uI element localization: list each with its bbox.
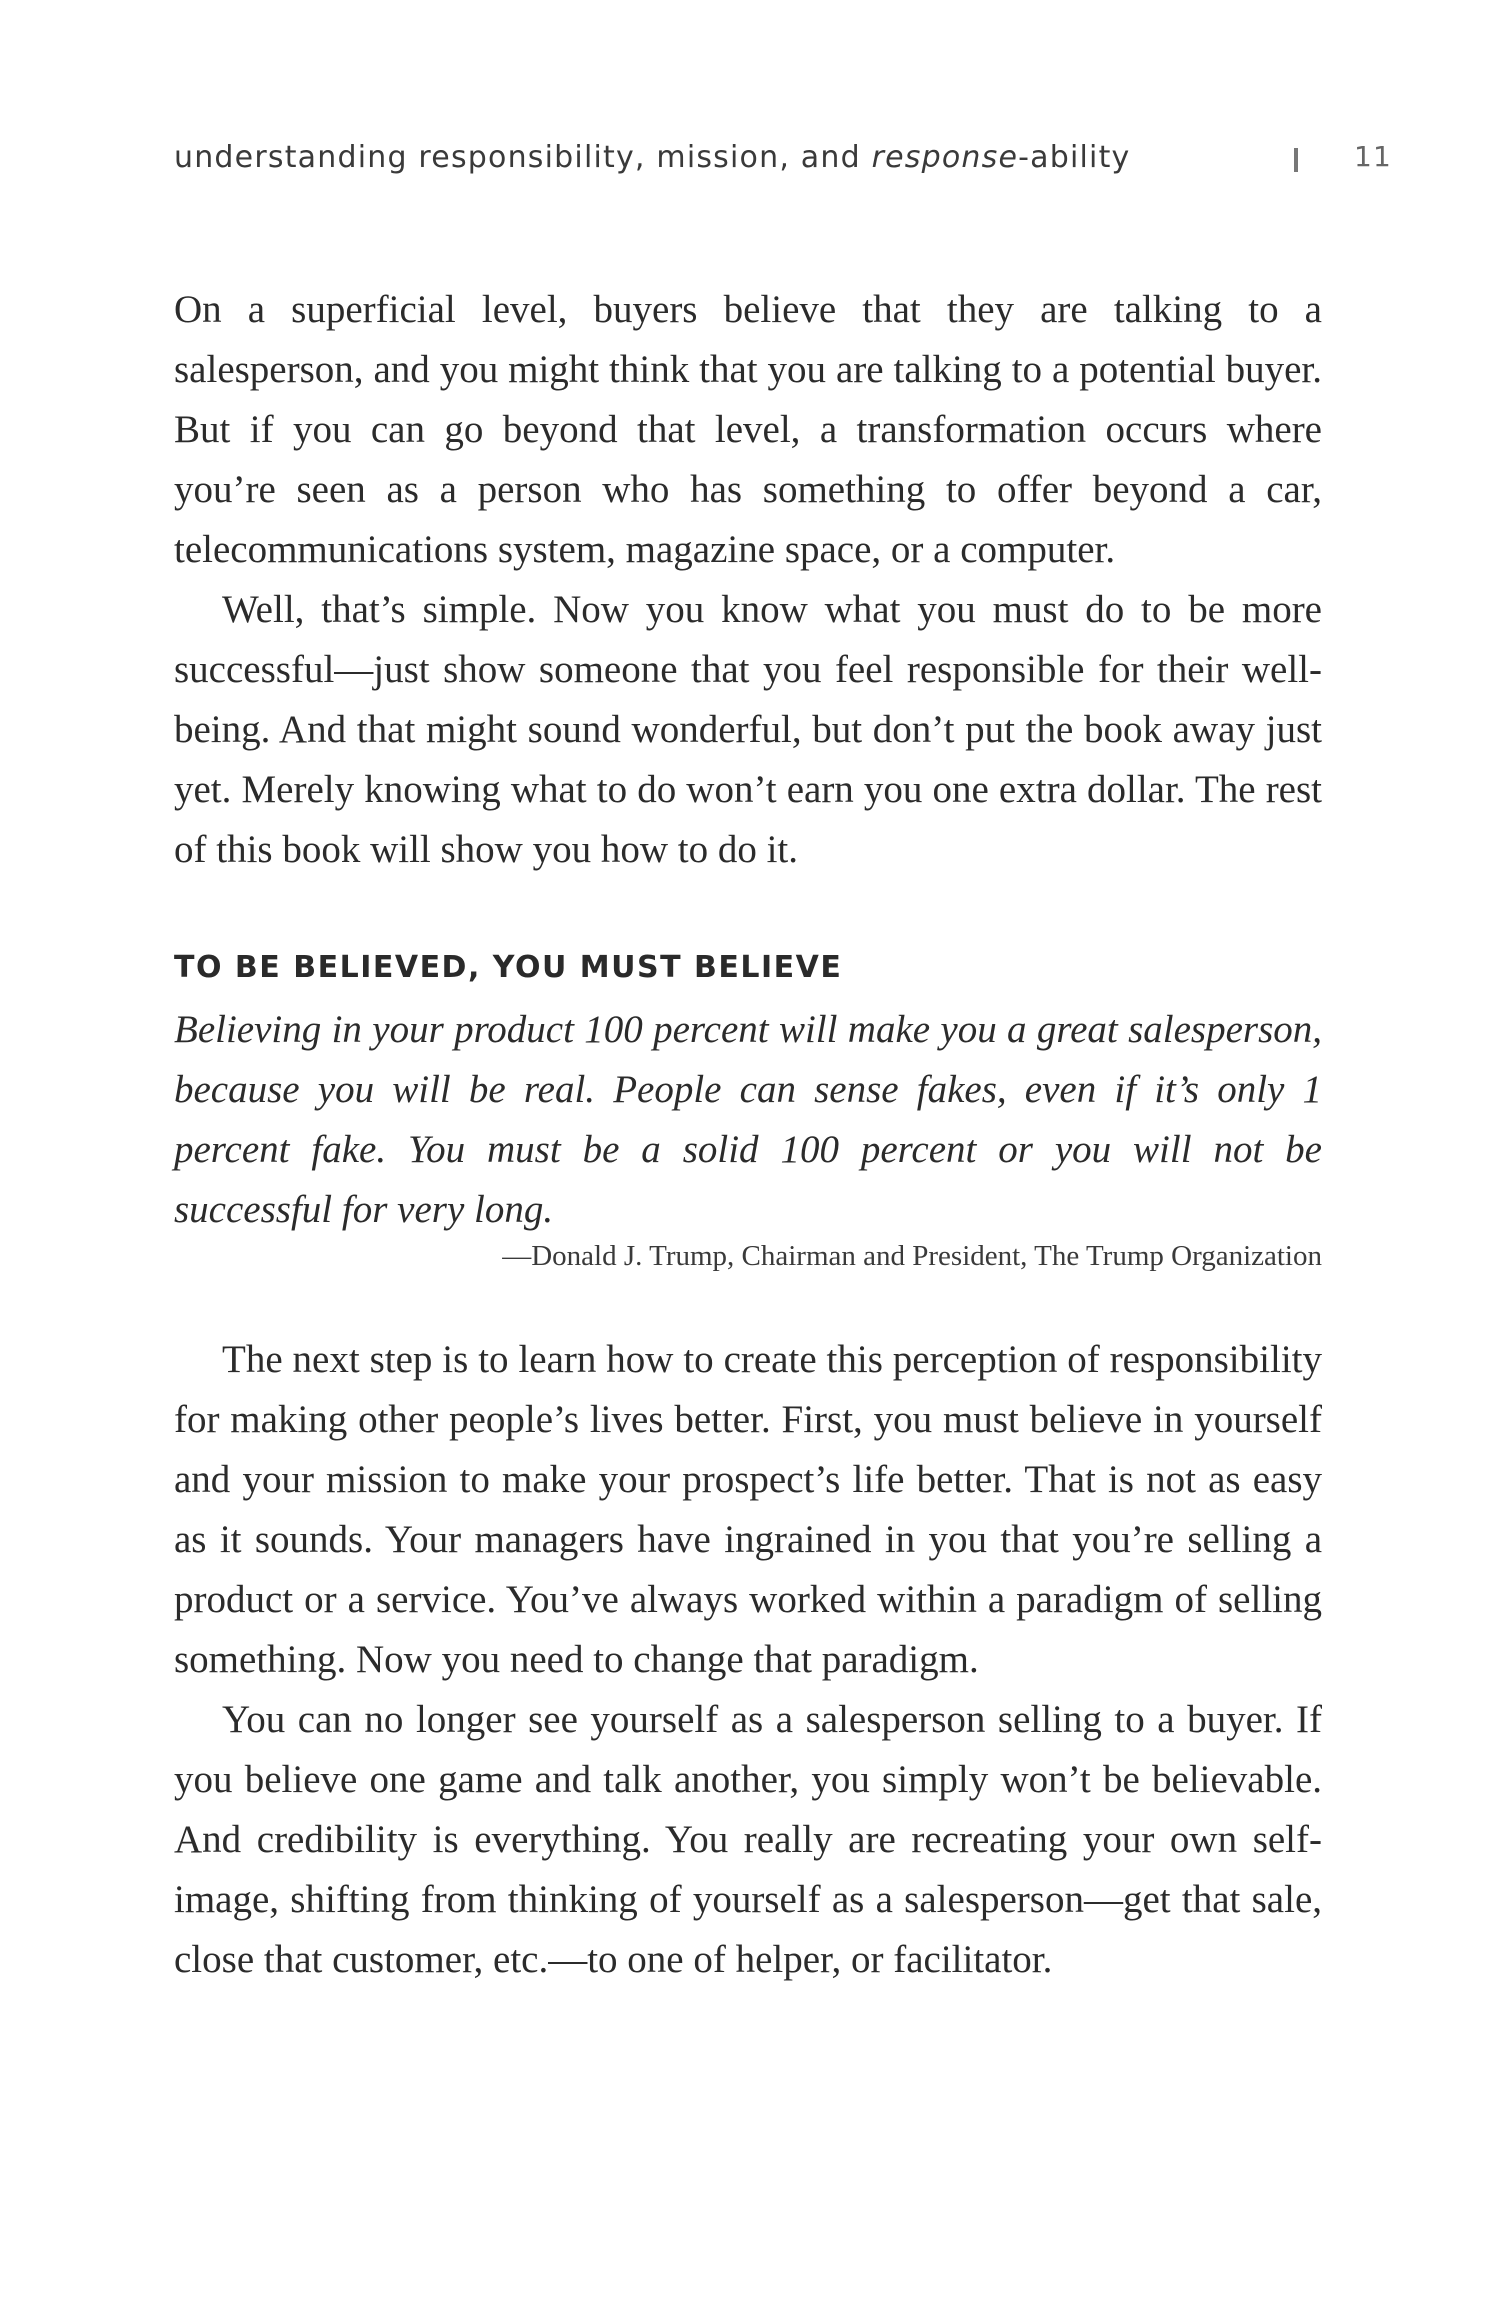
body-text-bottom bbox=[174, 1330, 1322, 1990]
running-head-italic: response bbox=[871, 140, 1019, 175]
body-text-top bbox=[174, 280, 1322, 880]
running-head-suffix: -ability bbox=[1018, 140, 1131, 175]
paragraph: The next step is to learn how to create this perception of responsibility for making other people’s lives better. First, you must believe in yourself and your mission to make your prospect’s life better. That is not as easy as it sounds. Your managers have ingrained in you that you’re selling a product or a service. You’ve always worked within a paradigm of selling something. Now you need to change that paradigm. bbox=[174, 1338, 1322, 1681]
sidebar-attribution: —Donald J. Trump, Chairman and President, The Trump Organization bbox=[502, 1240, 1322, 1272]
paragraph: You can no longer see yourself as a salesperson selling to a buyer. If you believe one game and talk another, you simply won’t be believable. And credibility is everything. You really are recreating your own self-image, shifting from thinking of yourself as a salesperson—get that sale, close that customer, etc.—to one of helper, or facilitator. bbox=[174, 1698, 1322, 1981]
running-head-prefix: understanding responsibility, mission, and bbox=[174, 140, 872, 175]
sidebar-heading: TO BE BELIEVED, YOU MUST BELIEVE bbox=[174, 950, 843, 985]
page-number: 11 bbox=[1354, 140, 1393, 173]
paragraph: On a superficial level, buyers believe that they are talking to a salesperson, and you might think that you are talking to a potential buyer. But if you can go beyond that level, a transformation occurs where you’re seen as a person who has something to offer beyond a car, telecommunications system, magazine space, or a computer. bbox=[174, 288, 1322, 571]
sidebar-quote: Believing in your product 100 percent will make you a great salesperson, because you will be real. People can sense fakes, even if it’s only 1 percent fake. You must be a solid 100 percent or you will not be successful for very long. bbox=[174, 1008, 1322, 1231]
header-separator bbox=[1294, 148, 1298, 172]
running-header bbox=[174, 140, 1394, 180]
paragraph: Well, that’s simple. Now you know what you must do to be more successful—just show someone that you feel responsible for their well-being. And that might sound wonderful, but don’t put the book away just yet. Merely knowing what to do won’t earn you one extra dollar. The rest of this book will show you how to do it. bbox=[174, 588, 1322, 871]
running-head-text bbox=[174, 140, 1130, 175]
